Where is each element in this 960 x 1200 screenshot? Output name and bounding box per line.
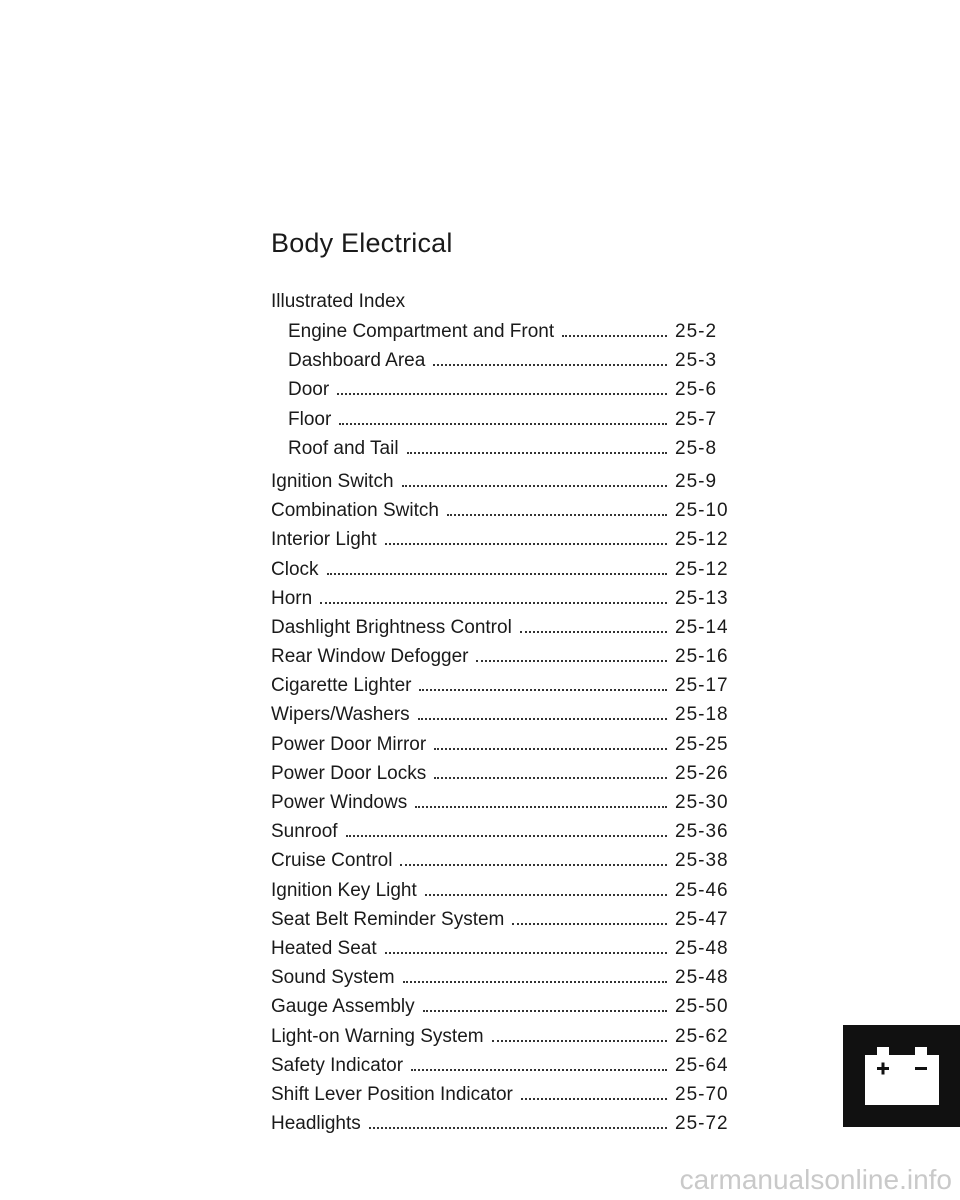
dot-leader: [385, 527, 667, 545]
toc-entry[interactable]: [271, 761, 751, 790]
toc-entry-page: 25-62: [675, 1025, 729, 1047]
toc-entry-label: Heated Seat: [271, 937, 377, 959]
watermark: carmanualsonline.info: [679, 1164, 952, 1195]
toc-entry-page: 25-13: [675, 587, 729, 609]
toc-entry-label: Horn: [271, 587, 313, 609]
dot-leader: [337, 377, 667, 395]
toc-entry[interactable]: [271, 790, 751, 819]
dot-leader: [320, 586, 667, 604]
dot-leader: [403, 965, 667, 983]
toc-entry[interactable]: [271, 586, 751, 615]
dot-leader: [419, 673, 667, 691]
toc-entry-label: Roof and Tail: [288, 437, 399, 459]
toc-entry[interactable]: [271, 527, 751, 556]
toc-entry-label: Door: [288, 379, 330, 401]
toc-entry-label: Ignition Key Light: [271, 879, 417, 901]
toc-entry-page: 25-18: [675, 704, 729, 726]
dot-leader: [433, 348, 667, 366]
dot-leader: [434, 761, 667, 779]
toc-entry-page: 25-6: [675, 379, 718, 401]
toc-entry[interactable]: [271, 936, 751, 965]
index-heading: Illustrated Index: [271, 291, 406, 312]
dot-leader: [402, 469, 667, 487]
toc-entry[interactable]: [271, 907, 751, 936]
toc-entry-page: 25-12: [675, 529, 729, 551]
toc-entry-page: 25-48: [675, 967, 729, 989]
dot-leader: [415, 790, 667, 808]
toc-entry-page: 25-47: [675, 908, 729, 930]
toc-entry-label: Safety Indicator: [271, 1054, 404, 1076]
toc-entry[interactable]: [271, 377, 751, 406]
toc-entry-page: 25-8: [675, 437, 718, 459]
toc-entry[interactable]: [271, 878, 751, 907]
toc-entry[interactable]: [271, 557, 751, 586]
dot-leader: [425, 878, 667, 896]
toc-entry-label: Cigarette Lighter: [271, 675, 412, 697]
toc-entry-page: 25-16: [675, 646, 729, 668]
toc-entry[interactable]: [271, 848, 751, 877]
dot-leader: [418, 702, 667, 720]
dot-leader: [521, 1082, 667, 1100]
toc-entry-label: Floor: [288, 408, 332, 430]
toc-entry[interactable]: [271, 436, 751, 465]
toc-entry-label: Dashlight Brightness Control: [271, 616, 512, 638]
dot-leader: [492, 1024, 667, 1042]
toc-entry-page: 25-10: [675, 500, 729, 522]
toc-entry-page: 25-3: [675, 350, 718, 372]
section-tab: [843, 1025, 960, 1127]
toc-entry[interactable]: [271, 994, 751, 1023]
toc-entry-page: 25-38: [675, 850, 729, 872]
toc-entry-page: 25-9: [675, 470, 718, 492]
dot-leader: [411, 1053, 667, 1071]
toc-entry[interactable]: [271, 615, 751, 644]
table-of-contents: [271, 319, 751, 1140]
toc-entry-label: Clock: [271, 558, 319, 580]
toc-entry[interactable]: [271, 644, 751, 673]
toc-entry-label: Sound System: [271, 967, 395, 989]
toc-entry-page: 25-26: [675, 762, 729, 784]
toc-entry[interactable]: [271, 469, 751, 498]
dot-leader: [327, 557, 667, 575]
toc-entry-label: Headlights: [271, 1113, 361, 1135]
toc-entry-page: 25-64: [675, 1054, 729, 1076]
dot-leader: [423, 994, 667, 1012]
dot-leader: [512, 907, 667, 925]
dot-leader: [339, 407, 667, 425]
toc-entry[interactable]: [271, 819, 751, 848]
toc-entry-label: Interior Light: [271, 529, 377, 551]
toc-entry-label: Light-on Warning System: [271, 1025, 484, 1047]
toc-entry-page: 25-48: [675, 937, 729, 959]
dot-leader: [369, 1111, 667, 1129]
toc-entry-label: Sunroof: [271, 821, 338, 843]
toc-entry-page: 25-2: [675, 321, 718, 342]
toc-entry-label: Ignition Switch: [271, 470, 394, 492]
battery-icon: [865, 1047, 939, 1110]
toc-entry[interactable]: [271, 1024, 751, 1053]
toc-entry-label: Engine Compartment and Front: [288, 321, 555, 342]
toc-entry-page: 25-70: [675, 1083, 729, 1105]
toc-entry-page: 25-12: [675, 558, 729, 580]
toc-entry[interactable]: [271, 1111, 751, 1140]
toc-entry-page: 25-30: [675, 792, 729, 813]
toc-entry[interactable]: [271, 965, 751, 994]
toc-entry-label: Rear Window Defogger: [271, 646, 469, 668]
toc-entry[interactable]: [271, 319, 751, 348]
toc-entry-page: 25-17: [675, 675, 729, 697]
dot-leader: [476, 644, 667, 662]
toc-entry-label: Shift Lever Position Indicator: [271, 1083, 513, 1105]
toc-entry[interactable]: [271, 732, 751, 761]
dot-leader: [434, 732, 667, 750]
section-title: Body Electrical: [271, 228, 453, 258]
dot-leader: [385, 936, 667, 954]
toc-entry-page: 25-46: [675, 879, 729, 901]
dot-leader: [562, 319, 667, 337]
toc-entry-page: 25-36: [675, 821, 729, 843]
toc-entry-label: Power Windows: [271, 792, 408, 813]
toc-entry[interactable]: [271, 498, 751, 527]
toc-entry-page: 25-25: [675, 733, 729, 755]
toc-entry-page: 25-7: [675, 408, 718, 430]
toc-entry[interactable]: [271, 673, 751, 702]
toc-entry-label: Dashboard Area: [288, 350, 426, 372]
toc-entry-page: 25-14: [675, 616, 729, 638]
dot-leader: [346, 819, 667, 837]
toc-entry[interactable]: [271, 702, 751, 731]
toc-entry[interactable]: [271, 407, 751, 436]
toc-entry-label: Wipers/Washers: [271, 704, 410, 726]
dot-leader: [447, 498, 667, 516]
toc-entry[interactable]: [271, 348, 751, 377]
toc-entry-label: Power Door Locks: [271, 762, 427, 784]
toc-entry-label: Combination Switch: [271, 500, 439, 522]
toc-entry-label: Cruise Control: [271, 850, 393, 872]
toc-entry[interactable]: [271, 1082, 751, 1111]
dot-leader: [400, 848, 667, 866]
dot-leader: [407, 436, 667, 454]
toc-entry-page: 25-72: [675, 1113, 729, 1135]
dot-leader: [520, 615, 667, 633]
toc-entry-label: Power Door Mirror: [271, 733, 427, 755]
toc-entry-page: 25-50: [675, 996, 729, 1018]
toc-entry[interactable]: [271, 1053, 751, 1082]
toc-entry-label: Seat Belt Reminder System: [271, 908, 505, 930]
toc-entry-label: Gauge Assembly: [271, 996, 415, 1018]
